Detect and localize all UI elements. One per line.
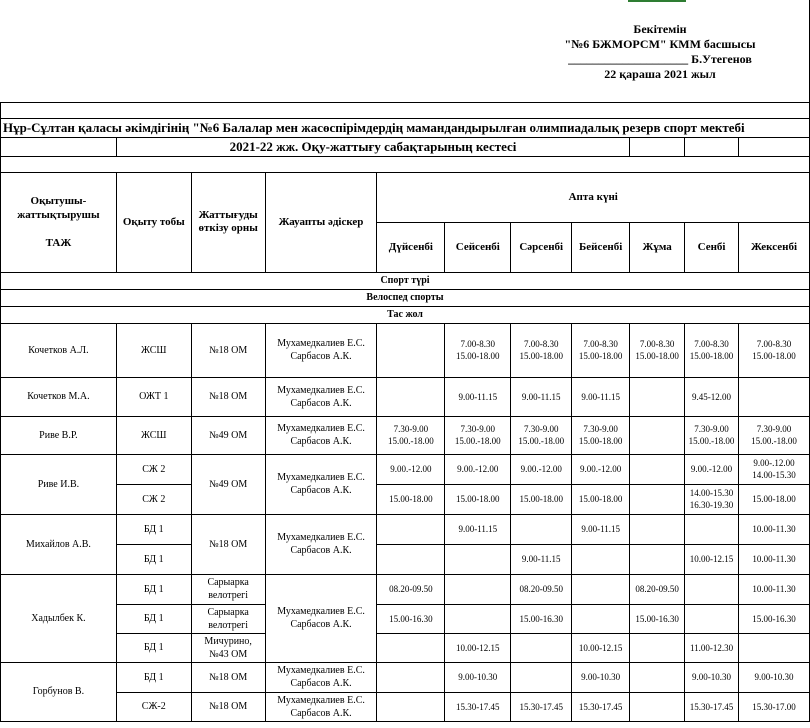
section-cycling: Велоспед спорты	[1, 289, 810, 306]
time-cell	[572, 544, 630, 574]
trainer-name: Горбунов В.	[1, 662, 117, 721]
place-cell: №18 ОМ	[191, 662, 265, 692]
responsible-cell: Мухамедкалиев Е.С. Сарбасов А.К.	[265, 454, 377, 514]
time-cell: 7.30-9.00 15.00.-18.00	[511, 416, 572, 454]
responsible-cell: Мухамедкалиев Е.С. Сарбасов А.К.	[265, 323, 377, 377]
trainer-name: Риве И.В.	[1, 454, 117, 514]
place-cell: №49 ОМ	[191, 454, 265, 514]
header-place: Жаттығуды өткізу орны	[191, 172, 265, 272]
time-cell: 10.00-11.30	[739, 514, 810, 544]
trainer-name: Кочетков А.Л.	[1, 323, 117, 377]
blank-cell	[739, 137, 810, 156]
time-cell: 10.00-11.30	[739, 574, 810, 604]
time-cell: 15.00-18.00	[445, 484, 511, 514]
time-cell	[685, 604, 739, 633]
time-cell	[630, 662, 685, 692]
place-cell: №18 ОМ	[191, 514, 265, 574]
group-cell: ЖСШ	[116, 416, 191, 454]
time-cell: 7.30-9.00 15.00.-18.00	[739, 416, 810, 454]
group-cell: БД 1	[116, 604, 191, 633]
table-row	[1, 484, 810, 514]
time-cell	[685, 574, 739, 604]
time-cell: 9.45-12.00	[685, 377, 739, 416]
time-cell: 7.00-8.30 15.00-18.00	[739, 323, 810, 377]
blank-cell	[685, 137, 739, 156]
header-trainer: Оқытушы- жаттықтырушы ТАЖ	[1, 172, 117, 272]
header-week: Апта күні	[377, 172, 810, 222]
header-day: Дүйсенбі	[377, 222, 445, 272]
cell-highlight	[628, 0, 686, 2]
time-cell	[511, 633, 572, 662]
time-cell: 9.00-10.30	[445, 662, 511, 692]
table-row	[1, 323, 810, 377]
header-day: Сейсенбі	[445, 222, 511, 272]
time-cell: 10.00-12.15	[685, 544, 739, 574]
time-cell	[572, 574, 630, 604]
group-cell: ОЖТ 1	[116, 377, 191, 416]
time-cell: 11.00-12.30	[685, 633, 739, 662]
group-cell: БД 1	[116, 544, 191, 574]
responsible-cell: Мухамедкалиев Е.С. Сарбасов А.К.	[265, 662, 377, 692]
blank-row	[1, 156, 810, 172]
time-cell	[377, 544, 445, 574]
place-cell: Мичурино, №43 ОМ	[191, 633, 265, 662]
blank-row	[1, 102, 810, 118]
time-cell: 7.30-9.00 15.00-18.00	[572, 416, 630, 454]
time-cell: 7.00-8.30 15.00-18.00	[511, 323, 572, 377]
responsible-cell: Мухамедкалиев Е.С. Сарбасов А.К.	[265, 514, 377, 574]
responsible-cell: Мухамедкалиев Е.С. Сарбасов А.К.	[265, 692, 377, 721]
time-cell	[445, 544, 511, 574]
time-cell: 15.00-18.00	[511, 484, 572, 514]
time-cell: 15.00-16.30	[739, 604, 810, 633]
responsible-cell: Мухамедкалиев Е.С. Сарбасов А.К.	[265, 416, 377, 454]
time-cell	[511, 662, 572, 692]
time-cell: 7.00-8.30 15.00-18.00	[445, 323, 511, 377]
time-cell	[511, 514, 572, 544]
time-cell: 9.00-.12.00 14.00-15.30	[739, 454, 810, 484]
time-cell	[630, 416, 685, 454]
section-sport-type: Спорт түрі	[1, 272, 810, 289]
time-cell: 7.00-8.30 15.00-18.00	[630, 323, 685, 377]
schedule-subtitle: 2021-22 жж. Оқу-жаттығу сабақтарының кестесі	[116, 137, 629, 156]
time-cell: 7.00-8.30 15.00-18.00	[685, 323, 739, 377]
place-cell: Сарыарка велотрегі	[191, 574, 265, 604]
time-cell: 9.00-11.15	[572, 514, 630, 544]
time-cell	[377, 633, 445, 662]
school-title: Нұр-Сұлтан қаласы әкімдігінің "№6 Балалар мен жасөспірімдердің мамандандырылған олимпиадалық резерв спорт мектебі	[1, 118, 810, 137]
time-cell: 9.00-11.15	[572, 377, 630, 416]
approval-line: Бекітемін	[633, 22, 687, 36]
trainer-name: Михайлов А.В.	[1, 514, 117, 574]
time-cell: 15.30-17.45	[445, 692, 511, 721]
time-cell	[739, 633, 810, 662]
time-cell: 9.00.-12.00	[685, 454, 739, 484]
header-day: Сенбі	[685, 222, 739, 272]
time-cell: 9.00-10.30	[739, 662, 810, 692]
time-cell: 15.30-17.45	[685, 692, 739, 721]
time-cell: 10.00-12.15	[572, 633, 630, 662]
group-cell: БД 1	[116, 633, 191, 662]
time-cell: 15.00-18.00	[739, 484, 810, 514]
place-cell: Сарыарка велотрегі	[191, 604, 265, 633]
header-day: Жұма	[630, 222, 685, 272]
time-cell	[377, 514, 445, 544]
table-row	[1, 692, 810, 721]
table-row	[1, 662, 810, 692]
time-cell: 9.00.-12.00	[445, 454, 511, 484]
header-group: Оқыту тобы	[116, 172, 191, 272]
time-cell: 7.30-9.00 15.00.-18.00	[377, 416, 445, 454]
time-cell: 9.00-11.15	[511, 544, 572, 574]
time-cell: 7.00-8.30 15.00-18.00	[572, 323, 630, 377]
time-cell: 14.00-15.30 16.30-19.30	[685, 484, 739, 514]
table-row	[1, 574, 810, 604]
group-cell: БД 1	[116, 514, 191, 544]
time-cell: 9.00.-12.00	[377, 454, 445, 484]
approval-signature-line: ____________________ Б.Утегенов	[568, 52, 752, 66]
approval-block	[520, 22, 800, 82]
time-cell	[377, 323, 445, 377]
time-cell	[630, 454, 685, 484]
header-day: Жексенбі	[739, 222, 810, 272]
time-cell: 9.00-11.15	[445, 514, 511, 544]
group-cell: БД 1	[116, 574, 191, 604]
time-cell: 08.20-09.50	[377, 574, 445, 604]
time-cell	[739, 377, 810, 416]
time-cell	[630, 514, 685, 544]
time-cell: 15.00-16.30	[377, 604, 445, 633]
blank-cell	[630, 137, 685, 156]
table-row	[1, 633, 810, 662]
time-cell	[685, 514, 739, 544]
place-cell: №49 ОМ	[191, 416, 265, 454]
approval-date: 22 қараша 2021 жыл	[604, 67, 716, 81]
time-cell: 08.20-09.50	[511, 574, 572, 604]
time-cell: 15.00-16.30	[511, 604, 572, 633]
time-cell: 9.00-10.30	[572, 662, 630, 692]
time-cell: 9.00-10.30	[685, 662, 739, 692]
table-row	[1, 604, 810, 633]
group-cell: СЖ-2	[116, 692, 191, 721]
time-cell	[572, 604, 630, 633]
header-day: Бейсенбі	[572, 222, 630, 272]
table-row	[1, 514, 810, 544]
time-cell: 9.00-11.15	[511, 377, 572, 416]
time-cell: 7.30-9.00 15.00.-18.00	[445, 416, 511, 454]
time-cell	[630, 377, 685, 416]
table-row	[1, 416, 810, 454]
group-cell: СЖ 2	[116, 484, 191, 514]
blank-cell	[1, 137, 117, 156]
time-cell: 7.30-9.00 15.00.-18.00	[685, 416, 739, 454]
trainer-name: Хадылбек К.	[1, 574, 117, 662]
trainer-name: Кочетков М.А.	[1, 377, 117, 416]
approval-line: "№6 БЖМОРСМ" КММ басшысы	[564, 37, 756, 51]
schedule-body	[1, 323, 810, 721]
time-cell: 15.30-17.45	[511, 692, 572, 721]
time-cell	[377, 377, 445, 416]
group-cell: ЖСШ	[116, 323, 191, 377]
time-cell	[630, 484, 685, 514]
time-cell: 15.00-18.00	[377, 484, 445, 514]
time-cell: 9.00.-12.00	[572, 454, 630, 484]
time-cell: 15.00-18.00	[572, 484, 630, 514]
time-cell: 10.00-12.15	[445, 633, 511, 662]
table-row	[1, 544, 810, 574]
table-row	[1, 454, 810, 484]
time-cell: 9.00.-12.00	[511, 454, 572, 484]
time-cell: 9.00-11.15	[445, 377, 511, 416]
header-responsible: Жауапты әдіскер	[265, 172, 377, 272]
trainer-name: Риве В.Р.	[1, 416, 117, 454]
time-cell: 15.30-17.00	[739, 692, 810, 721]
time-cell: 15.00-16.30	[630, 604, 685, 633]
place-cell: №18 ОМ	[191, 692, 265, 721]
time-cell: 15.30-17.45	[572, 692, 630, 721]
time-cell	[377, 662, 445, 692]
table-row	[1, 377, 810, 416]
header-day: Сәрсенбі	[511, 222, 572, 272]
responsible-cell: Мухамедкалиев Е.С. Сарбасов А.К.	[265, 574, 377, 662]
group-cell: БД 1	[116, 662, 191, 692]
time-cell: 08.20-09.50	[630, 574, 685, 604]
place-cell: №18 ОМ	[191, 377, 265, 416]
time-cell	[445, 604, 511, 633]
place-cell: №18 ОМ	[191, 323, 265, 377]
time-cell	[630, 544, 685, 574]
time-cell	[377, 692, 445, 721]
section-road: Тас жол	[1, 306, 810, 323]
time-cell	[630, 633, 685, 662]
time-cell	[630, 692, 685, 721]
time-cell: 10.00-11.30	[739, 544, 810, 574]
responsible-cell: Мухамедкалиев Е.С. Сарбасов А.К.	[265, 377, 377, 416]
group-cell: СЖ 2	[116, 454, 191, 484]
time-cell	[445, 574, 511, 604]
